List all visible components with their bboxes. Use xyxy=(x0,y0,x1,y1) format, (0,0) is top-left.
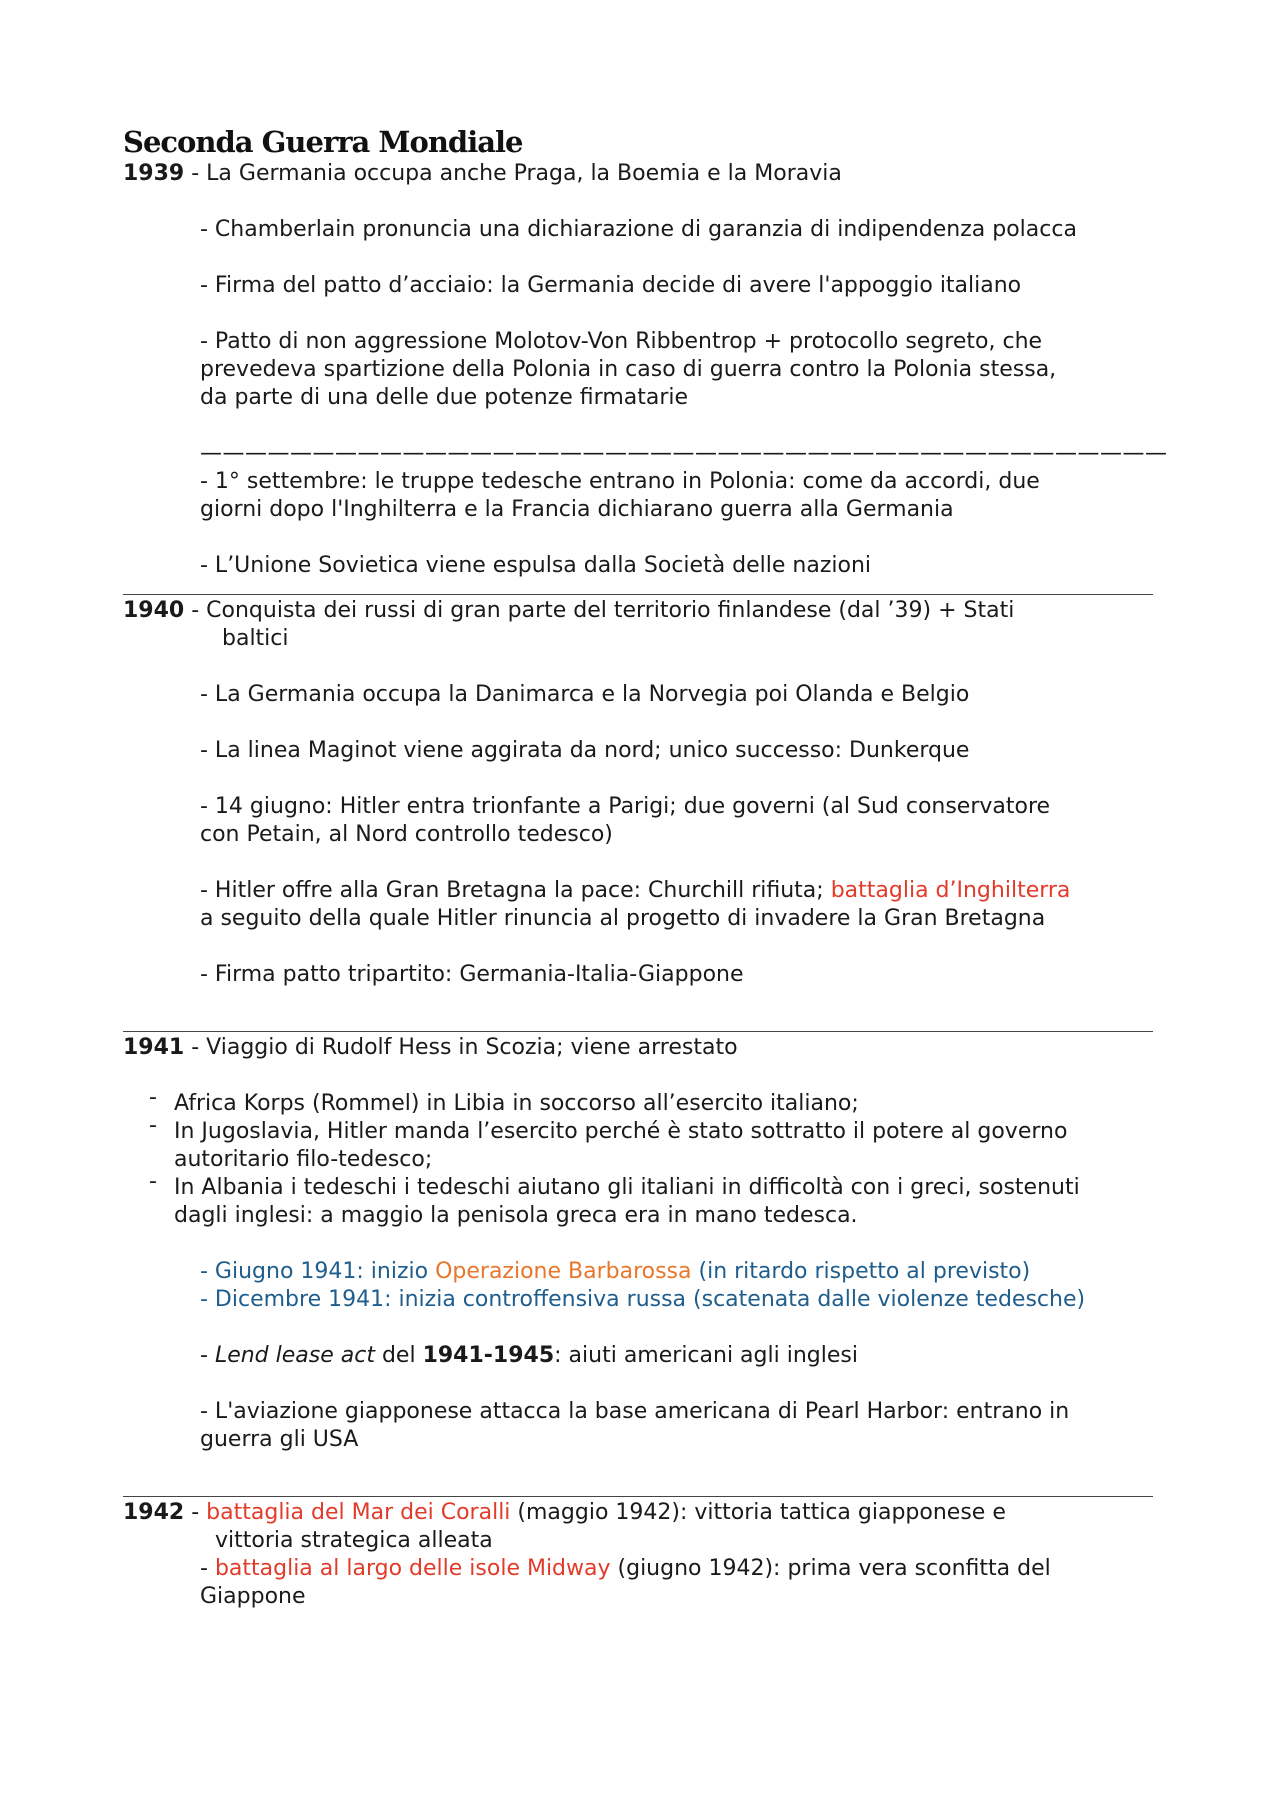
section-separator xyxy=(123,594,1153,595)
section-separator xyxy=(123,1031,1153,1032)
entry-line: - 1° settembre: le truppe tedesche entrano in Polonia: come da accordi, due xyxy=(200,469,1040,494)
entry-line: - Firma del patto d’acciaio: la Germania decide di avere l'appoggio italiano xyxy=(200,273,1022,298)
entry-line: - L’Unione Sovietica viene espulsa dalla Società delle nazioni xyxy=(200,553,872,578)
page-title: Seconda Guerra Mondiale xyxy=(123,125,523,159)
entry-line: guerra gli USA xyxy=(200,1427,359,1452)
entry-line: - Chamberlain pronuncia una dichiarazione di garanzia di indipendenza polacca xyxy=(200,217,1077,242)
entry-line: Giappone xyxy=(200,1584,306,1609)
entry-line: - La Germania occupa la Danimarca e la Norvegia poi Olanda e Belgio xyxy=(200,682,970,707)
entry-line: vittoria strategica alleata xyxy=(215,1528,493,1553)
entry-line: - 14 giugno: Hitler entra trionfante a Parigi; due governi (al Sud conservatore xyxy=(200,794,1051,819)
entry-line: - Hitler offre alla Gran Bretagna la pace: Churchill rifiuta; battaglia d’Inghilterra xyxy=(200,878,1071,903)
dash-divider: ——————————————————————————————————————————— xyxy=(200,441,1168,466)
entry-line: - battaglia al largo delle isole Midway (giugno 1942): prima vera sconfitta del xyxy=(200,1556,1051,1581)
section-separator xyxy=(123,1496,1153,1497)
entry-line: - Giugno 1941: inizio Operazione Barbarossa (in ritardo rispetto al previsto) xyxy=(200,1259,1031,1284)
highlight-red: battaglia del Mar dei Coralli xyxy=(206,1500,511,1525)
entry-line: 1940 - Conquista dei russi di gran parte del territorio finlandese (dal ’39) + Stati xyxy=(123,598,1015,623)
list-item: - In Jugoslavia, Hitler manda l’esercito perché è stato sottratto il potere al governo autoritario filo-tedesco; xyxy=(149,1113,1068,1172)
list-item: - Africa Korps (Rommel) in Libia in soccorso all’esercito italiano; xyxy=(149,1085,859,1116)
list-item: - In Albania i tedeschi i tedeschi aiutano gli italiani in difficoltà con i greci, sostenuti dagli inglesi: a maggio la penisola greca era in mano tedesca. xyxy=(149,1169,1080,1228)
year-label: 1939 xyxy=(123,161,185,186)
bullet-marker: - xyxy=(149,1085,157,1110)
bullet-marker: - xyxy=(149,1113,157,1138)
entry-line: - Patto di non aggressione Molotov-Von Ribbentrop + protocollo segreto, che xyxy=(200,329,1043,354)
year-label: 1940 xyxy=(123,598,185,623)
year-label: 1942 xyxy=(123,1500,185,1525)
document-page xyxy=(123,124,1168,1611)
entry-line: 1939 - La Germania occupa anche Praga, la Boemia e la Moravia xyxy=(123,161,842,186)
entry-line: - La linea Maginot viene aggirata da nord; unico successo: Dunkerque xyxy=(200,738,970,763)
section-1940 xyxy=(123,597,1153,1017)
entry-line: - Lend lease act del 1941-1945: aiuti americani agli inglesi xyxy=(200,1343,858,1368)
year-label: 1941 xyxy=(123,1035,185,1060)
section-1939 xyxy=(123,160,1168,580)
entry-line: a seguito della quale Hitler rinuncia al progetto di invadere la Gran Bretagna xyxy=(200,906,1046,931)
entry-line: prevedeva spartizione della Polonia in caso di guerra contro la Polonia stessa, xyxy=(200,357,1057,382)
entry-line: giorni dopo l'Inghilterra e la Francia dichiarano guerra alla Germania xyxy=(200,497,954,522)
entry-line: 1941 - Viaggio di Rudolf Hess in Scozia; viene arrestato xyxy=(123,1035,738,1060)
entry-line: con Petain, al Nord controllo tedesco) xyxy=(200,822,613,847)
entry-line: baltici xyxy=(222,626,289,651)
highlight-red: battaglia d’Inghilterra xyxy=(830,878,1071,903)
highlight-orange: Operazione Barbarossa xyxy=(435,1259,692,1284)
entry-line: 1942 - battaglia del Mar dei Coralli (maggio 1942): vittoria tattica giapponese e xyxy=(123,1500,1006,1525)
highlight-red: battaglia al largo delle isole Midway xyxy=(214,1556,611,1581)
section-1942 xyxy=(123,1499,1153,1611)
entry-line: da parte di una delle due potenze firmatarie xyxy=(200,385,689,410)
entry-line: - Dicembre 1941: inizia controffensiva russa (scatenata dalle violenze tedesche) xyxy=(200,1287,1086,1312)
bullet-marker: - xyxy=(149,1169,157,1194)
entry-line: - L'aviazione giapponese attacca la base americana di Pearl Harbor: entrano in xyxy=(200,1399,1070,1424)
entry-line: - Firma patto tripartito: Germania-Italia-Giappone xyxy=(200,962,744,987)
section-1941 xyxy=(123,1034,1153,1482)
